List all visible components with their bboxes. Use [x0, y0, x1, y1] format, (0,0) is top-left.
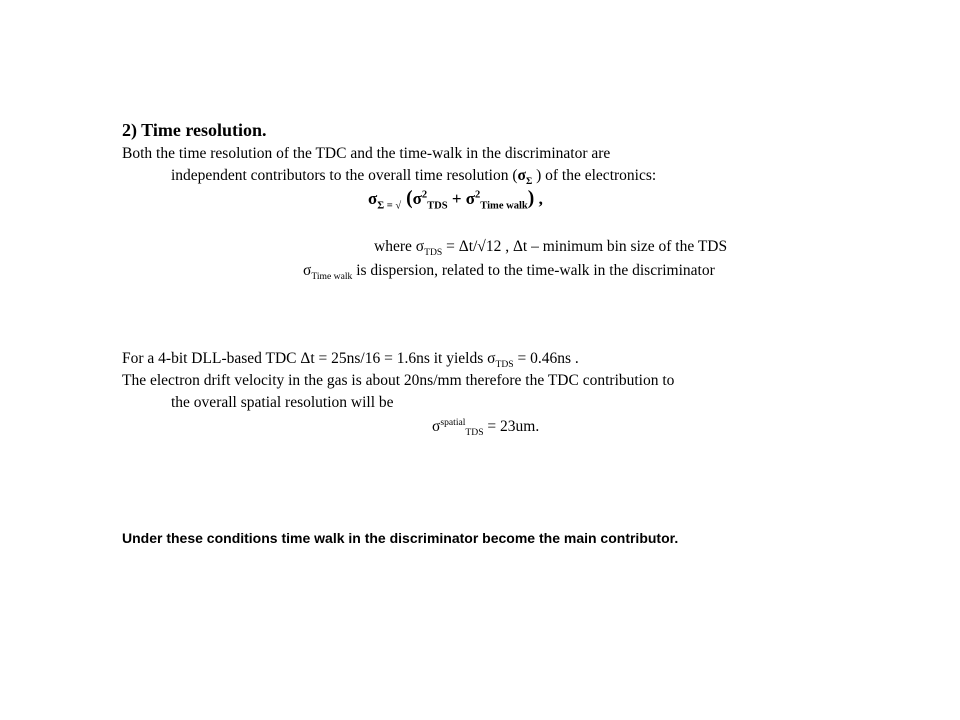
- time-walk-definition: $\sigma_{Time walk}$ is dispersion, related to the time-walk in the discriminator: [303, 262, 715, 283]
- paragraph-intro-line-1: Both the time resolution of the TDC and the time-walk in the discriminator are: [122, 145, 611, 162]
- where-definition: where $\sigma_{TDS} = \Delta t/√12$ , Δt – minimum bin size of the TDS: [374, 238, 728, 259]
- drift-velocity-line: The electron drift velocity in the gas is about 20ns/mm therefore the TDC contribution to: [122, 372, 675, 389]
- conclusion-statement: Under these conditions time walk in the discriminator become the main contributor.: [122, 530, 679, 546]
- main-formula: $\sigma_{\Sigma = √}$ $(\sigma^2_{TDS} + \sigma^2_{Time walk})$ ,: [368, 188, 543, 212]
- spatial-resolution-line: the overall spatial resolution will be: [171, 394, 394, 411]
- section-heading: 2) Time resolution.: [122, 120, 267, 140]
- spatial-formula: $\sigma^{spatial}_{TDS} = 23um$.: [432, 416, 540, 439]
- paragraph-intro-line-2: independent contributors to the overall time resolution ($\sigma_\Sigma$ ) of the electronics:: [171, 167, 657, 188]
- sigma-symbol: σ: [517, 167, 526, 184]
- tdc-example-line: For a 4-bit DLL-based TDC Δt = 25ns/16 = 1.6ns it yields $\sigma_{TDS} = 0.46ns$ .: [122, 350, 579, 371]
